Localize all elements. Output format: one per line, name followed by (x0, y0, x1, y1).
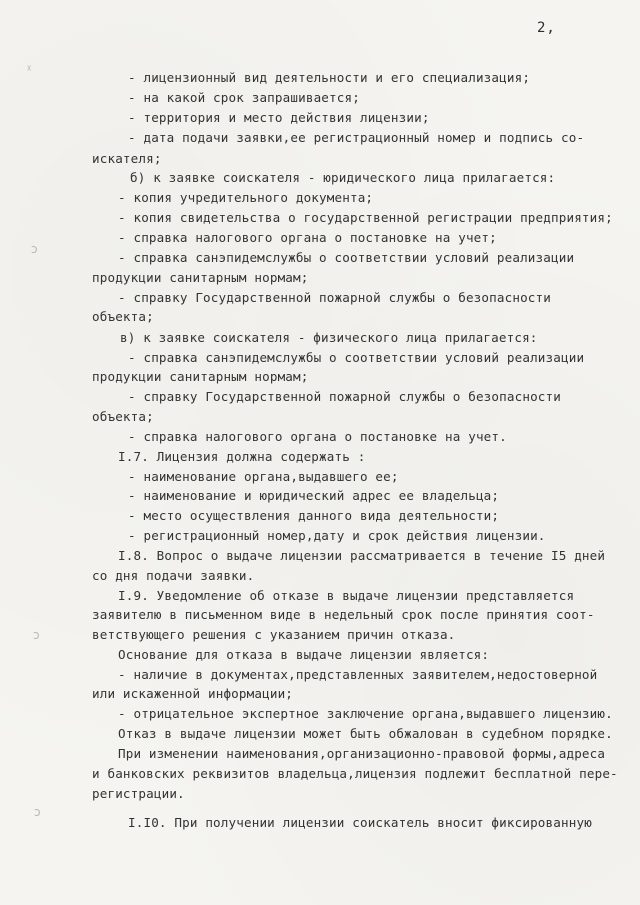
text-line: I.9. Уведомление об отказе в выдаче лицензии представляется (118, 588, 575, 603)
text-line: - наличие в документах,представленных заявителем,недостоверной (118, 667, 598, 682)
text-line: - регистрационный номер,дату и срок действия лицензии. (128, 528, 546, 543)
text-line: - территория и место действия лицензии; (128, 110, 430, 125)
text-line: объекта; (92, 309, 154, 324)
text-line: - копия свидетельства о государственной регистрации предприятия; (118, 210, 613, 225)
text-line: I.I0. При получении лицензии соискатель вносит фиксированную (128, 815, 592, 830)
text-line: или искаженной информации; (92, 686, 294, 701)
text-line: со дня подачи заявки. (92, 568, 255, 583)
binding-mark: ᵡ (27, 62, 32, 76)
text-line: объекта; (92, 409, 154, 424)
text-line: - на какой срок запрашивается; (128, 90, 360, 105)
text-line: - справку Государственной пожарной службы о безопасности (118, 290, 551, 305)
text-line: I.8. Вопрос о выдаче лицензии рассматривается в течение I5 дней (118, 548, 606, 563)
binding-mark: ↄ (34, 805, 41, 819)
text-line: - дата подачи заявки,ее регистрационный номер и подпись со- (128, 130, 585, 145)
text-line: - наименование и юридический адрес ее владельца; (128, 488, 500, 503)
text-line: - место осуществления данного вида деятельности; (128, 508, 500, 523)
text-line: в) к заявке соискателя - физического лица прилагается: (120, 330, 538, 345)
binding-mark: ↄ (33, 628, 40, 642)
text-line: Основание для отказа в выдаче лицензии является: (118, 647, 490, 662)
binding-mark: ↄ (31, 242, 38, 256)
text-line: I.7. Лицензия должна содержать : (118, 449, 366, 464)
text-line: ветствующего решения с указанием причин отказа. (92, 627, 456, 642)
text-line: - справка санэпидемслужбы о соответствии условий реализации (118, 250, 575, 265)
text-line: - лицензионный вид деятельности и его специализация; (128, 70, 531, 85)
text-line: продукции санитарным нормам; (92, 270, 309, 285)
text-line: - справка санэпидемслужбы о соответствии условий реализации (128, 350, 585, 365)
text-line: искателя; (92, 151, 162, 166)
page-number: 2, (537, 20, 556, 36)
text-line: и банковских реквизитов владельца,лицензия подлежит бесплатной пере- (92, 766, 618, 781)
text-line: б) к заявке соискателя - юридического лица прилагается: (130, 170, 556, 185)
text-line: - справка налогового органа о постановке на учет. (128, 429, 507, 444)
text-line: - копия учредительного документа; (118, 190, 374, 205)
text-line: заявителю в письменном виде в недельный срок после принятия соот- (92, 607, 595, 622)
text-line: регистрации. (92, 786, 185, 801)
text-line: - отрицательное экспертное заключение органа,выдавшего лицензию. (118, 706, 613, 721)
text-line: - справка налогового органа о постановке на учет; (118, 230, 497, 245)
text-line: продукции санитарным нормам; (92, 369, 309, 384)
text-line: При изменении наименования,организационно-правовой формы,адреса (118, 746, 606, 761)
text-line: - справку Государственной пожарной службы о безопасности (128, 389, 561, 404)
text-line: Отказ в выдаче лицензии может быть обжалован в судебном порядке. (118, 726, 613, 741)
text-line: - наименование органа,выдавшего ее; (128, 469, 399, 484)
